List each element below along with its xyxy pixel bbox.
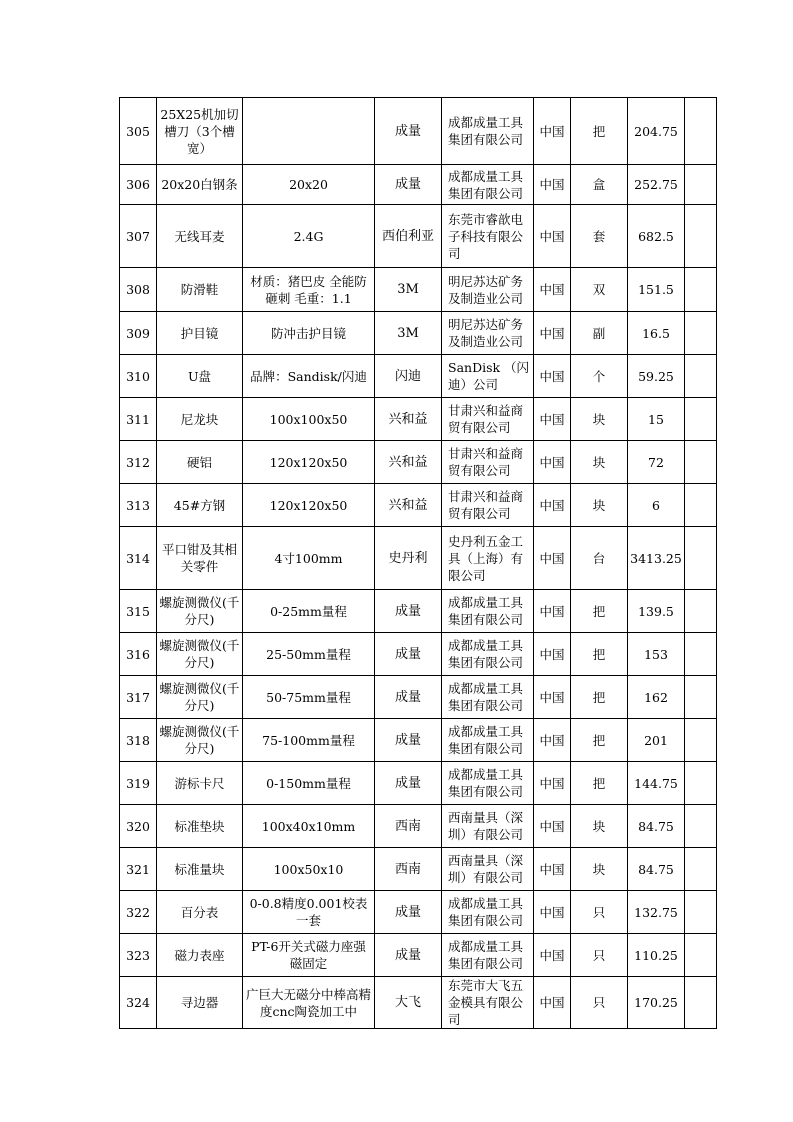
item-price: 252.75 [628, 165, 685, 205]
item-note [685, 98, 717, 165]
item-number: 320 [120, 805, 157, 848]
item-manufacturer: 甘肃兴和益商贸有限公司 [442, 398, 534, 441]
item-origin: 中国 [534, 527, 571, 590]
item-unit: 盒 [571, 165, 628, 205]
item-name: 护目镜 [157, 312, 243, 355]
item-number: 307 [120, 205, 157, 268]
item-manufacturer: 成都成量工具集团有限公司 [442, 590, 534, 633]
table-row [120, 590, 717, 633]
item-origin: 中国 [534, 398, 571, 441]
table-row [120, 934, 717, 977]
item-unit: 只 [571, 977, 628, 1029]
item-unit: 只 [571, 891, 628, 934]
table-row [120, 719, 717, 762]
item-spec: 20x20 [243, 165, 375, 205]
item-unit: 把 [571, 98, 628, 165]
item-note [685, 719, 717, 762]
item-unit: 块 [571, 398, 628, 441]
item-spec: 75-100mm量程 [243, 719, 375, 762]
item-spec: 2.4G [243, 205, 375, 268]
item-note [685, 205, 717, 268]
item-price: 6 [628, 484, 685, 527]
item-origin: 中国 [534, 719, 571, 762]
item-name: 百分表 [157, 891, 243, 934]
item-manufacturer: 明尼苏达矿务及制造业公司 [442, 268, 534, 312]
item-note [685, 268, 717, 312]
item-brand: 成量 [375, 719, 442, 762]
item-unit: 台 [571, 527, 628, 590]
item-origin: 中国 [534, 205, 571, 268]
item-note [685, 590, 717, 633]
item-brand: 成量 [375, 676, 442, 719]
item-price: 72 [628, 441, 685, 484]
item-number: 309 [120, 312, 157, 355]
item-unit: 把 [571, 762, 628, 805]
item-note [685, 355, 717, 398]
item-origin: 中国 [534, 762, 571, 805]
item-unit: 块 [571, 805, 628, 848]
item-note [685, 441, 717, 484]
item-price: 139.5 [628, 590, 685, 633]
item-manufacturer: SanDisk （闪迪）公司 [442, 355, 534, 398]
table-row [120, 98, 717, 165]
item-price: 59.25 [628, 355, 685, 398]
item-name: 螺旋测微仪(千分尺) [157, 590, 243, 633]
item-name: U盘 [157, 355, 243, 398]
item-origin: 中国 [534, 165, 571, 205]
item-name: 20x20白钢条 [157, 165, 243, 205]
item-manufacturer: 西南量具（深圳）有限公司 [442, 805, 534, 848]
item-manufacturer: 成都成量工具集团有限公司 [442, 719, 534, 762]
item-name: 45#方钢 [157, 484, 243, 527]
table-row [120, 441, 717, 484]
item-origin: 中国 [534, 848, 571, 891]
table-row [120, 398, 717, 441]
item-name: 螺旋测微仪(千分尺) [157, 633, 243, 676]
item-origin: 中国 [534, 355, 571, 398]
item-unit: 把 [571, 719, 628, 762]
item-spec: 4寸100mm [243, 527, 375, 590]
item-price: 162 [628, 676, 685, 719]
item-note [685, 891, 717, 934]
item-origin: 中国 [534, 590, 571, 633]
item-price: 15 [628, 398, 685, 441]
item-manufacturer: 西南量具（深圳）有限公司 [442, 848, 534, 891]
table-row [120, 848, 717, 891]
item-name: 25X25机加切槽刀（3个槽宽） [157, 98, 243, 165]
item-spec: 材质：猪巴皮 全能防砸刺 毛重：1.1 [243, 268, 375, 312]
item-price: 3413.25 [628, 527, 685, 590]
item-unit: 块 [571, 484, 628, 527]
item-note [685, 934, 717, 977]
table-row [120, 891, 717, 934]
item-price: 682.5 [628, 205, 685, 268]
item-brand: 西南 [375, 805, 442, 848]
item-brand: 成量 [375, 165, 442, 205]
item-name: 尼龙块 [157, 398, 243, 441]
item-origin: 中国 [534, 268, 571, 312]
item-spec: 100x40x10mm [243, 805, 375, 848]
item-spec: 0-0.8精度0.001校表一套 [243, 891, 375, 934]
item-brand: 成量 [375, 98, 442, 165]
item-price: 170.25 [628, 977, 685, 1029]
item-number: 314 [120, 527, 157, 590]
item-name: 标准垫块 [157, 805, 243, 848]
item-name: 磁力表座 [157, 934, 243, 977]
item-brand: 成量 [375, 891, 442, 934]
item-number: 310 [120, 355, 157, 398]
item-note [685, 484, 717, 527]
table-row [120, 977, 717, 1029]
item-number: 311 [120, 398, 157, 441]
item-brand: 兴和益 [375, 484, 442, 527]
table-row [120, 312, 717, 355]
item-name: 游标卡尺 [157, 762, 243, 805]
item-origin: 中国 [534, 98, 571, 165]
item-number: 315 [120, 590, 157, 633]
item-manufacturer: 成都成量工具集团有限公司 [442, 762, 534, 805]
item-number: 316 [120, 633, 157, 676]
item-origin: 中国 [534, 633, 571, 676]
item-spec [243, 98, 375, 165]
item-manufacturer: 成都成量工具集团有限公司 [442, 891, 534, 934]
item-brand: 成量 [375, 633, 442, 676]
item-name: 平口钳及其相关零件 [157, 527, 243, 590]
item-unit: 个 [571, 355, 628, 398]
item-note [685, 527, 717, 590]
table-row [120, 527, 717, 590]
item-number: 305 [120, 98, 157, 165]
item-spec: 0-150mm量程 [243, 762, 375, 805]
table-row [120, 268, 717, 312]
item-brand: 西伯利亚 [375, 205, 442, 268]
item-price: 153 [628, 633, 685, 676]
item-note [685, 977, 717, 1029]
item-manufacturer: 成都成量工具集团有限公司 [442, 98, 534, 165]
item-unit: 把 [571, 590, 628, 633]
item-spec: 120x120x50 [243, 441, 375, 484]
item-manufacturer: 成都成量工具集团有限公司 [442, 165, 534, 205]
item-spec: 50-75mm量程 [243, 676, 375, 719]
item-note [685, 398, 717, 441]
item-price: 84.75 [628, 805, 685, 848]
item-origin: 中国 [534, 484, 571, 527]
item-spec: 广巨大无磁分中棒高精度cnc陶瓷加工中 [243, 977, 375, 1029]
item-unit: 块 [571, 848, 628, 891]
item-manufacturer: 东莞市大飞五金模具有限公司 [442, 977, 534, 1029]
item-unit: 把 [571, 633, 628, 676]
item-manufacturer: 成都成量工具集团有限公司 [442, 676, 534, 719]
item-name: 无线耳麦 [157, 205, 243, 268]
item-name: 标准量块 [157, 848, 243, 891]
item-name: 螺旋测微仪(千分尺) [157, 719, 243, 762]
item-brand: 大飞 [375, 977, 442, 1029]
item-brand: 3M [375, 268, 442, 312]
item-brand: 3M [375, 312, 442, 355]
item-price: 132.75 [628, 891, 685, 934]
item-number: 323 [120, 934, 157, 977]
product-table [119, 97, 717, 1029]
item-spec: 品牌：Sandisk/闪迪 [243, 355, 375, 398]
item-unit: 块 [571, 441, 628, 484]
item-origin: 中国 [534, 312, 571, 355]
item-price: 204.75 [628, 98, 685, 165]
item-origin: 中国 [534, 805, 571, 848]
table-row [120, 676, 717, 719]
item-note [685, 312, 717, 355]
item-price: 16.5 [628, 312, 685, 355]
item-number: 308 [120, 268, 157, 312]
table-row [120, 355, 717, 398]
item-manufacturer: 东莞市睿歆电子科技有限公司 [442, 205, 534, 268]
item-brand: 西南 [375, 848, 442, 891]
item-price: 110.25 [628, 934, 685, 977]
item-brand: 兴和益 [375, 398, 442, 441]
item-origin: 中国 [534, 934, 571, 977]
item-number: 313 [120, 484, 157, 527]
item-manufacturer: 史丹利五金工具（上海）有限公司 [442, 527, 534, 590]
item-origin: 中国 [534, 977, 571, 1029]
table-row [120, 633, 717, 676]
item-note [685, 676, 717, 719]
item-number: 306 [120, 165, 157, 205]
item-number: 319 [120, 762, 157, 805]
item-unit: 副 [571, 312, 628, 355]
item-name: 防滑鞋 [157, 268, 243, 312]
item-number: 317 [120, 676, 157, 719]
item-origin: 中国 [534, 891, 571, 934]
item-brand: 成量 [375, 762, 442, 805]
table-row [120, 484, 717, 527]
item-origin: 中国 [534, 676, 571, 719]
item-name: 硬铝 [157, 441, 243, 484]
item-note [685, 762, 717, 805]
item-price: 84.75 [628, 848, 685, 891]
item-manufacturer: 明尼苏达矿务及制造业公司 [442, 312, 534, 355]
item-number: 322 [120, 891, 157, 934]
item-name: 寻边器 [157, 977, 243, 1029]
item-manufacturer: 甘肃兴和益商贸有限公司 [442, 441, 534, 484]
item-origin: 中国 [534, 441, 571, 484]
item-unit: 只 [571, 934, 628, 977]
item-note [685, 848, 717, 891]
item-brand: 成量 [375, 934, 442, 977]
item-number: 318 [120, 719, 157, 762]
item-name: 螺旋测微仪(千分尺) [157, 676, 243, 719]
table-row [120, 165, 717, 205]
item-brand: 闪迪 [375, 355, 442, 398]
item-price: 144.75 [628, 762, 685, 805]
item-unit: 双 [571, 268, 628, 312]
item-unit: 套 [571, 205, 628, 268]
item-price: 151.5 [628, 268, 685, 312]
item-manufacturer: 甘肃兴和益商贸有限公司 [442, 484, 534, 527]
item-note [685, 805, 717, 848]
item-spec: 120x120x50 [243, 484, 375, 527]
table-row [120, 205, 717, 268]
item-note [685, 165, 717, 205]
item-spec: PT-6开关式磁力座强磁固定 [243, 934, 375, 977]
item-spec: 100x50x10 [243, 848, 375, 891]
item-spec: 0-25mm量程 [243, 590, 375, 633]
item-unit: 把 [571, 676, 628, 719]
item-brand: 成量 [375, 590, 442, 633]
item-manufacturer: 成都成量工具集团有限公司 [442, 633, 534, 676]
item-spec: 防冲击护目镜 [243, 312, 375, 355]
item-note [685, 633, 717, 676]
table-row [120, 805, 717, 848]
table-row [120, 762, 717, 805]
item-number: 321 [120, 848, 157, 891]
item-price: 201 [628, 719, 685, 762]
item-manufacturer: 成都成量工具集团有限公司 [442, 934, 534, 977]
item-number: 312 [120, 441, 157, 484]
item-spec: 25-50mm量程 [243, 633, 375, 676]
item-number: 324 [120, 977, 157, 1029]
item-brand: 史丹利 [375, 527, 442, 590]
item-spec: 100x100x50 [243, 398, 375, 441]
item-brand: 兴和益 [375, 441, 442, 484]
